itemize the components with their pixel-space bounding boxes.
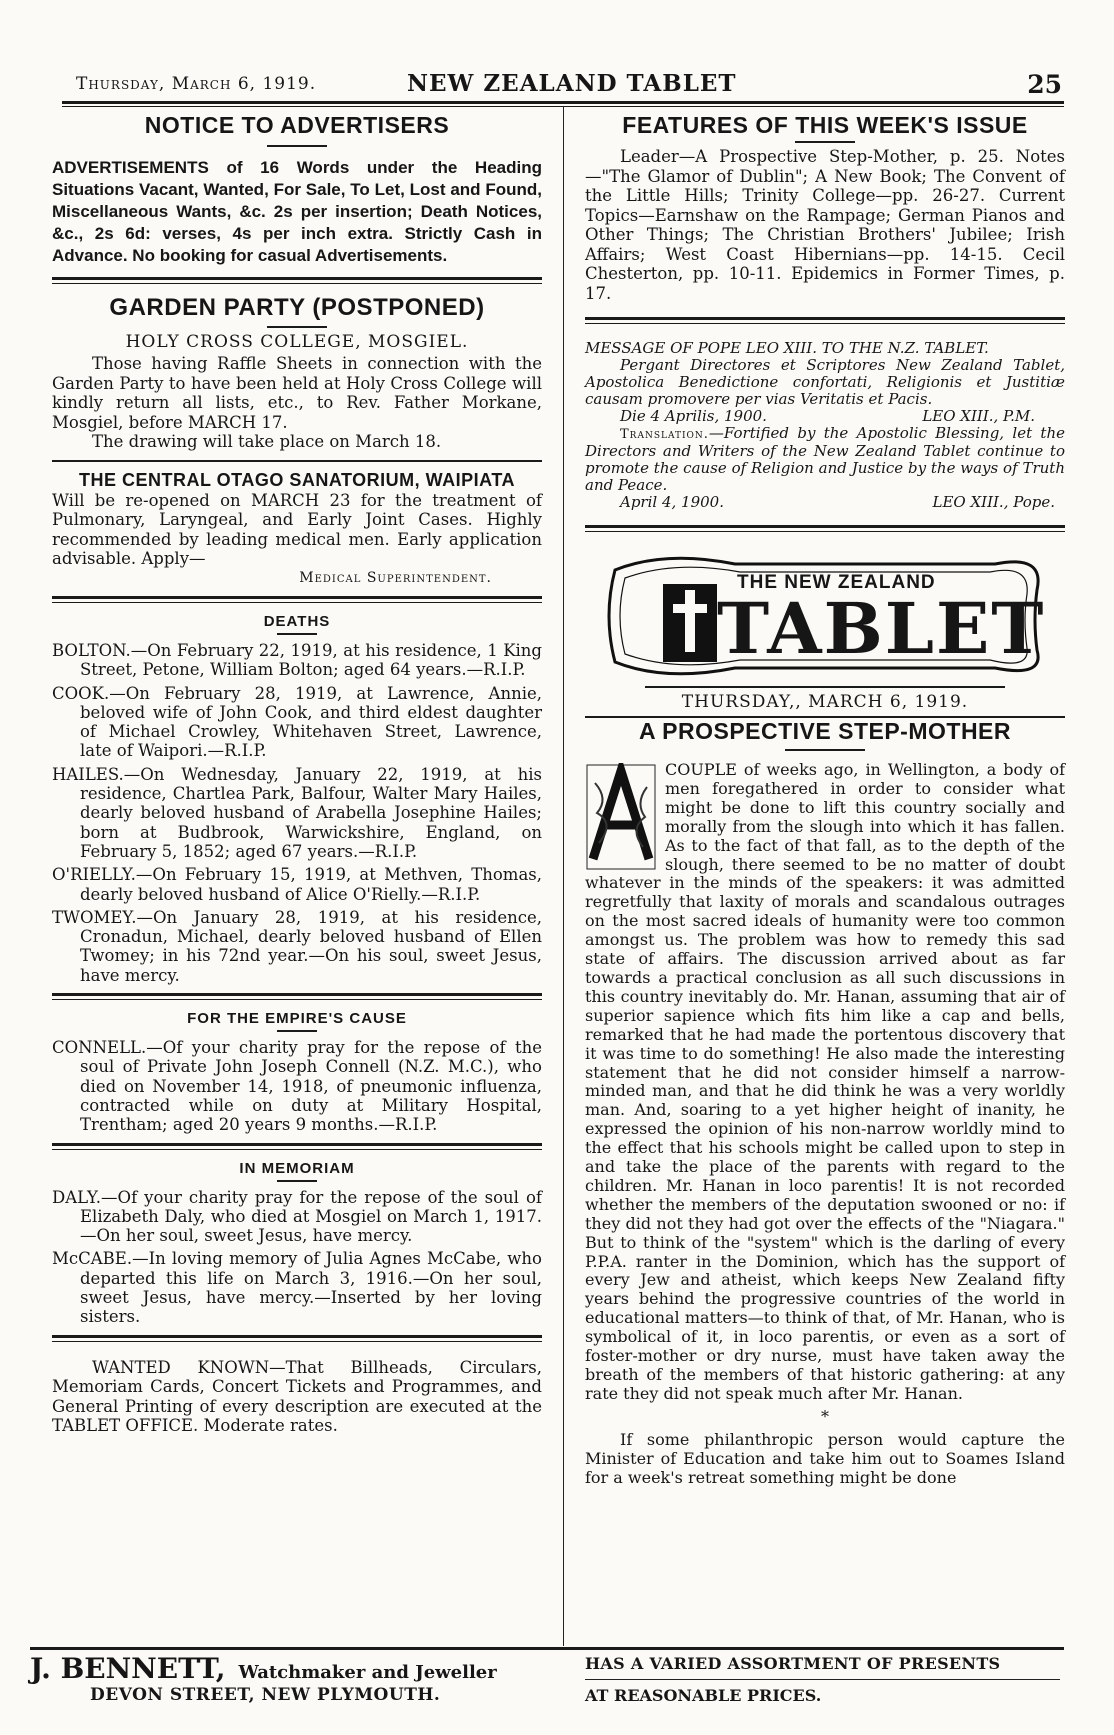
translation-label: Translation.	[620, 427, 709, 442]
advertisement-bennett	[30, 1652, 550, 1705]
header-rule	[62, 101, 1064, 104]
english-sign: LEO XIII., Pope.	[932, 493, 1055, 511]
bennett-line	[30, 1652, 550, 1685]
wanted-known: WANTED KNOWN—That Billheads, Circulars, Memoriam Cards, Concert Tickets and Programmes, and General Printing of every description are executed at the TABLET OFFICE. Moderate rates.	[52, 1357, 542, 1436]
editorial-para-1: COUPLE of weeks ago, in Wellington, a body of men foregathered in order to consider what might be done to lift this country socially and morally from the slough into which it has fallen. As to the fact of that fall, as to the depth of the slough, there seemed to be no matter of doubt whatever in the minds of the speakers: it was admitted regretfully that laxity of morals and scandalous outrages on the most sacred ideals of humanity were too common amongst us. The problem was how to remedy this sad state of affairs. The discussion arrived about as far towards a practical conclusion as all such discussions in this country inevitably do. Mr. Hanan, assuming that air of superior sapience which fits him like a cap and bells, remarked that he had made the portentous discovery that it was time to do something! He also made the interesting statement that he did not consider himself a narrow-minded man, and that he did think he was a very worldly man. And, soaring to a yet higher height of inanity, he expressed the opinion of his non-narrow worldly mind to the effect that his schools might be called upon to step in and take the place of the parents with regard to the children. Mr. Hanan in loco parentis! It is not recorded whether the members of the deputation swooned or no: if they did not they had got over the effects of the "Niagara." But to think of the "system" which is the darling of every P.P.A. ranter in the Dominion, which has the support of every Jew and atheist, which keeps New Zealand fifty years behind the progressive countries of the world in educational matters—to think of that, of Mr. Hanan, who is symbolical of it, in loco parentis, or even as a sort of foster-mother or dry nurse, must have taken away the breath of the members of that historic gathering: at any rate they did not speak much after Mr. Hanan.	[585, 760, 1065, 1403]
presents-line-1: HAS A VARIED ASSORTMENT OF PRESENTS	[585, 1654, 1060, 1680]
section-rule	[585, 716, 1065, 718]
bennett-trade: Watchmaker and Jeweller	[238, 1662, 497, 1683]
divider	[277, 633, 317, 635]
section-star: *	[821, 1406, 829, 1426]
garden-title: GARDEN PARTY (POSTPONED)	[109, 294, 485, 321]
masthead-date: THURSDAY,, MARCH 6, 1919.	[681, 692, 969, 712]
section-rule	[52, 1335, 542, 1342]
divider	[795, 141, 855, 143]
features-body: Leader—A Prospective Step-Mother, p. 25. Notes—"The Glamor of Dublin"; A New Book; The Convent of the Little Hills; Trinity College—pp. 26-27. Current Topics—Earnshaw on the Rampage; German Pianos and Other Things; The Christian Brothers' Jubilee; Irish Affairs; West Coast Hibernians—pp. 14-15. Cecil Chesterton, pp. 10-11. Epidemics in Former Times, p. 17.	[585, 147, 1065, 303]
masthead-name: TABLET	[717, 587, 1046, 670]
editorial-title: A PROSPECTIVE STEP-MOTHER	[638, 718, 1012, 744]
masthead-rule	[645, 686, 1005, 688]
editorial-para-2: If some philanthropic person would capture the Minister of Education and take him out to Soames Island for a week's retreat something might be done	[585, 1429, 1065, 1487]
left-column	[52, 112, 542, 1436]
empire-title: FOR THE EMPIRE'S CAUSE	[187, 1010, 407, 1028]
garden-body: Those having Raffle Sheets in connection with the Garden Party to have been held at Holy Cross College will kindly return all lists, etc., to Rev. Father Morkane, Mosgiel, before MARCH 17.	[52, 354, 542, 432]
masthead-top: THE NEW ZEALAND	[737, 572, 936, 593]
features-title: FEATURES OF THIS WEEK'S ISSUE	[622, 112, 1028, 138]
header-title: NEW ZEALAND TABLET	[407, 70, 737, 97]
header-date: Thursday, March 6, 1919.	[76, 74, 317, 94]
section-rule	[52, 993, 542, 1000]
garden-subtitle: HOLY CROSS COLLEGE, MOSGIEL.	[125, 332, 469, 352]
bennett-name: J. BENNETT,	[30, 1652, 226, 1685]
divider	[267, 326, 327, 328]
column-divider	[563, 106, 564, 1646]
dropcap-ornament	[585, 763, 657, 871]
message-english-date	[585, 494, 1065, 511]
message-title: MESSAGE OF POPE LEO XIII. TO THE N.Z. TABLET.	[585, 339, 989, 357]
page-header	[62, 70, 1062, 100]
sanatorium-title: THE CENTRAL OTAGO SANATORIUM, WAIPIATA	[79, 469, 515, 490]
death-entry: BOLTON.—On February 22, 1919, at his residence, 1 King Street, Petone, William Bolton; aged 64 years.—R.I.P.	[52, 641, 542, 680]
section-rule	[585, 317, 1065, 324]
advertisement-presents	[585, 1654, 1060, 1705]
right-column	[585, 112, 1065, 1487]
footer-rule	[30, 1647, 1064, 1650]
empire-entry: CONNELL.—Of your charity pray for the repose of the soul of Private John Joseph Connell (N.Z. M.C.), who died on November 14, 1918, of pneumonic influenza, contracted while on duty at Military Hospital, Trentham; aged 20 years 9 months.—R.I.P.	[52, 1038, 542, 1135]
memoriam-entry: DALY.—Of your charity pray for the repose of the soul of Elizabeth Daly, who died at Mosgiel on March 1, 1917.—On her soul, sweet Jesus, have mercy.	[52, 1187, 542, 1246]
english-date: April 4, 1900.	[620, 493, 724, 511]
page-number: 25	[1027, 70, 1062, 99]
divider	[785, 749, 865, 751]
divider	[277, 1180, 317, 1182]
divider	[277, 1030, 317, 1032]
translation-text: —Fortified by the Apostolic Blessing, let the Directors and Writers of the New Zealand Tablet continue to promote the cause of Religion and Justice by the ways of Truth and Peace.	[585, 424, 1065, 494]
memoriam-entry: McCABE.—In loving memory of Julia Agnes McCabe, who departed this life on March 3, 1916.—On her soul, sweet Jesus, have mercy.—Inserted by her loving sisters.	[52, 1249, 542, 1327]
bennett-address: DEVON STREET, NEW PLYMOUTH.	[90, 1685, 441, 1705]
deaths-title: DEATHS	[263, 613, 331, 630]
sanatorium-sign: Medical Superintendent.	[299, 569, 492, 586]
message-latin-date	[585, 408, 1065, 425]
section-rule	[52, 596, 542, 603]
latin-date: Die 4 Aprilis, 1900.	[620, 407, 767, 425]
death-entry: HAILES.—On Wednesday, January 22, 1919, at his residence, Chartlea Park, Balfour, Walter Mary Hailes, dearly beloved husband of Arabella Josephine Hailes; born at Budbrook, Warwickshire, England, on February 5, 1852; aged 67 years.—R.I.P.	[52, 764, 542, 861]
presents-line-2: AT REASONABLE PRICES.	[585, 1686, 822, 1705]
sanatorium-body: Will be re-opened on MARCH 23 for the treatment of Pulmonary, Laryngeal, and Early Joint Cases. Highly recommended by leading medical men. Early application advisable. Apply—	[52, 490, 542, 568]
message-latin: Pergant Directores et Scriptores New Zealand Tablet, Apostolica Benedictione confortati, Religionis et Justitiæ causam promovere per vias Veritatis et Pacis.	[585, 356, 1065, 408]
divider	[267, 145, 327, 147]
pope-message	[585, 340, 1065, 511]
memoriam-title: IN MEMORIAM	[239, 1159, 355, 1177]
editorial-body	[585, 761, 1065, 1487]
notice-title: NOTICE TO ADVERTISERS	[144, 112, 450, 138]
section-rule	[52, 277, 542, 284]
death-entry: O'RIELLY.—On February 15, 1919, at Methven, Thomas, dearly beloved husband of Alice O'Rielly.—R.I.P.	[52, 865, 542, 904]
message-translation	[585, 425, 1065, 494]
section-rule	[585, 525, 1065, 532]
death-entry: COOK.—On February 28, 1919, at Lawrence, Annie, beloved wife of John Cook, and third eldest daughter of Michael Crowley, Whitehaven Street, Lawrence, late of Waipori.—R.I.P.	[52, 683, 542, 761]
death-entry: TWOMEY.—On January 28, 1919, at his residence, Cronadun, Michael, dearly beloved husband of Ellen Twomey; in his 72nd year.—On his soul, sweet Jesus, have mercy.	[52, 907, 542, 985]
section-rule	[52, 460, 542, 462]
tablet-masthead	[605, 550, 1045, 680]
garden-drawing: The drawing will take place on March 18.	[92, 432, 442, 451]
notice-body: ADVERTISEMENTS of 16 Words under the Heading Situations Vacant, Wanted, For Sale, To Let, Lost and Found, Miscellaneous Wants, &c. 2s per insertion; Death Notices, &c., 2s 6d: verses, 4s per inch extra. Strictly Cash in Advance. No booking for casual Advertisements.	[52, 158, 542, 265]
latin-sign: LEO XIII., P.M.	[922, 407, 1035, 425]
section-rule	[52, 1143, 542, 1150]
